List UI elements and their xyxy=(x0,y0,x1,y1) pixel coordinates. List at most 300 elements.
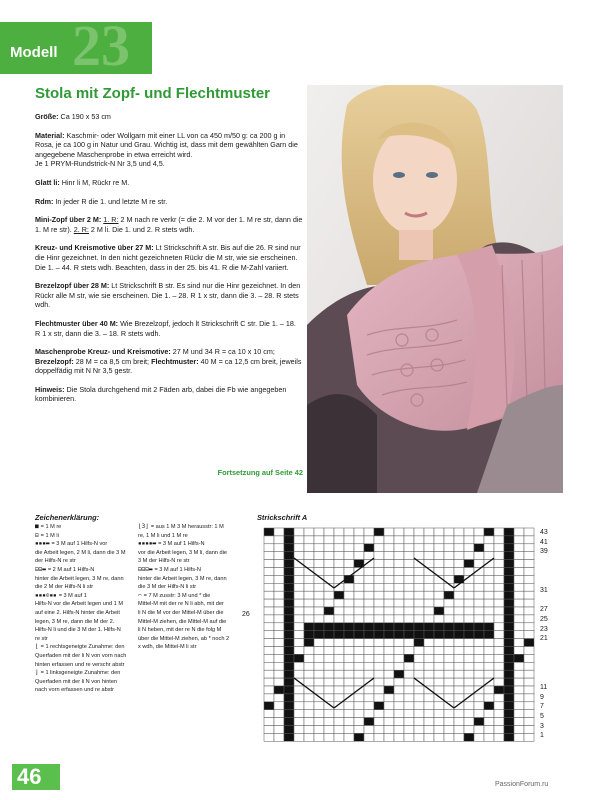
chart-cell xyxy=(294,686,304,694)
chart-cell xyxy=(434,670,444,678)
chart-cell xyxy=(304,552,314,560)
chart-cell xyxy=(304,718,314,726)
chart-cell xyxy=(284,552,294,560)
chart-cell xyxy=(274,686,284,694)
chart-cell xyxy=(284,583,294,591)
chart-cell xyxy=(304,726,314,734)
legend-symbol: ⌒ xyxy=(138,591,142,599)
chart-cell xyxy=(264,670,274,678)
chart-cell xyxy=(334,528,344,536)
chart-cell xyxy=(504,575,514,583)
legend-text: die 2 M der Hilfs-N li str xyxy=(35,584,94,591)
chart-cell xyxy=(294,536,304,544)
legend-text: hinter die Arbeit legen, 3 M re, dann xyxy=(138,575,227,582)
legend-entry xyxy=(138,643,229,652)
chart-cell xyxy=(284,528,294,536)
chart-cell xyxy=(514,694,524,702)
chart-cell xyxy=(364,544,374,552)
chart-cell xyxy=(424,607,434,615)
legend-entry xyxy=(35,652,126,661)
chart-cell xyxy=(304,583,314,591)
chart-cell xyxy=(394,615,404,623)
chart-cell xyxy=(324,528,334,536)
legend-text: hinter die Arbeit legen, 3 M re, dann xyxy=(35,575,124,582)
chart-cell xyxy=(434,599,444,607)
chart-cell xyxy=(294,583,304,591)
chart-cell xyxy=(394,591,404,599)
chart-cell xyxy=(464,694,474,702)
chart-cell xyxy=(264,536,274,544)
chart-cell xyxy=(494,536,504,544)
chart-cell xyxy=(454,654,464,662)
chart-cell xyxy=(414,528,424,536)
chart-cell xyxy=(314,686,324,694)
chart-cell xyxy=(484,623,494,631)
legend-symbol: ⊟⊟▬ xyxy=(35,565,46,573)
chart-cell xyxy=(384,568,394,576)
chart-cell xyxy=(354,702,364,710)
chart-cell xyxy=(424,694,434,702)
chart-cell xyxy=(364,575,374,583)
chart-cell xyxy=(524,568,534,576)
chart-cell xyxy=(464,623,474,631)
legend-text: Querfaden mit der li N von hinten xyxy=(35,678,118,685)
row-number-right: 39 xyxy=(540,548,548,556)
legend-text: re str xyxy=(35,635,48,642)
legend-entry xyxy=(35,600,126,609)
chart-cell xyxy=(334,599,344,607)
chart-cell xyxy=(274,591,284,599)
chart-cell xyxy=(384,702,394,710)
legend-entry xyxy=(138,557,229,566)
chart-cell xyxy=(414,544,424,552)
chart-cell xyxy=(414,615,424,623)
chart-cell xyxy=(364,694,374,702)
chart-cell xyxy=(444,710,454,718)
legend-symbol: ⌋ xyxy=(35,669,39,677)
chart-cell xyxy=(494,639,504,647)
chart-cell xyxy=(494,694,504,702)
chart-cell xyxy=(484,599,494,607)
chart-cell xyxy=(424,710,434,718)
chart-cell xyxy=(494,678,504,686)
chart-cell xyxy=(304,575,314,583)
chart-cell xyxy=(504,694,514,702)
chart-cell xyxy=(374,670,384,678)
chart-cell xyxy=(364,670,374,678)
chart-cell xyxy=(304,710,314,718)
chart-cell xyxy=(464,552,474,560)
legend-entry xyxy=(35,609,126,618)
legend-entry xyxy=(138,549,229,558)
chart-cell xyxy=(394,670,404,678)
chart-cell xyxy=(474,726,484,734)
chart-cell xyxy=(384,560,394,568)
chart-cell xyxy=(354,694,364,702)
chart-cell xyxy=(414,599,424,607)
chart-cell xyxy=(464,662,474,670)
chart-cell xyxy=(494,528,504,536)
chart-cell xyxy=(334,552,344,560)
chart-cell xyxy=(284,599,294,607)
chart-cell xyxy=(474,599,484,607)
legend-text: Mittel-M mit der re N li abh, mit der xyxy=(138,601,224,608)
chart-cell xyxy=(334,544,344,552)
chart-cell xyxy=(324,615,334,623)
chart-cell xyxy=(414,591,424,599)
chart-cell xyxy=(294,607,304,615)
chart-cell xyxy=(484,568,494,576)
chart-cell xyxy=(344,544,354,552)
chart-cell xyxy=(314,718,324,726)
chart-cell xyxy=(524,560,534,568)
chart-cell xyxy=(504,631,514,639)
chart-cell xyxy=(384,662,394,670)
kreuz-paragraph: Kreuz- und Kreismotive über 27 M: Lt Strickschrift A str. Bis auf die 26. R sind nur die Hinr gezeichnet. In den nicht gezeichneten Rückr die M str, wie sie erscheinen. Die 1. – 44. R stets wdh. Beachten, dass in der 25. bis 41. R die M-Zahl variiert. xyxy=(35,243,301,272)
chart-cell xyxy=(514,552,524,560)
chart-cell xyxy=(494,575,504,583)
chart-cell xyxy=(434,710,444,718)
chart-cell xyxy=(514,647,524,655)
chart-cell xyxy=(274,710,284,718)
chart-cell xyxy=(524,528,534,536)
legend-entry xyxy=(35,575,126,584)
legend-entry xyxy=(35,592,126,601)
legend-text: auf eine 2. Hilfs-N hinter die Arbeit xyxy=(35,609,120,616)
chart-cell xyxy=(374,568,384,576)
glatt-paragraph: Glatt li: Hinr li M, Rückr re M. xyxy=(35,177,130,187)
legend-symbol: ▪▪▪▬ xyxy=(35,540,50,548)
chart-cell xyxy=(424,718,434,726)
chart-cell xyxy=(424,647,434,655)
chart-cell xyxy=(474,575,484,583)
chart-cell xyxy=(404,583,414,591)
chart-cell xyxy=(404,560,414,568)
chart-cell xyxy=(294,718,304,726)
chart-cell xyxy=(444,718,454,726)
chart-cell xyxy=(314,662,324,670)
chart-cell xyxy=(454,544,464,552)
chart-cell xyxy=(264,694,274,702)
chart-cell xyxy=(354,726,364,734)
chart-cell xyxy=(484,662,494,670)
chart-cell xyxy=(504,710,514,718)
chart-cell xyxy=(284,639,294,647)
chart-cell xyxy=(494,647,504,655)
chart-cell xyxy=(504,528,514,536)
model-photo xyxy=(307,85,563,493)
chart-cell xyxy=(314,726,324,734)
chart-cell xyxy=(424,615,434,623)
chart-cell xyxy=(424,544,434,552)
chart-cell xyxy=(524,536,534,544)
chart-cell xyxy=(414,631,424,639)
groesse-paragraph: Größe: Ca 190 x 53 cm xyxy=(35,112,111,121)
chart-cell xyxy=(504,560,514,568)
chart-cell xyxy=(504,726,514,734)
legend-text: die 3 M der Hilfs-N li str xyxy=(138,584,197,591)
chart-cell xyxy=(484,670,494,678)
chart-cell xyxy=(454,718,464,726)
chart-cell xyxy=(264,726,274,734)
chart-cell xyxy=(304,702,314,710)
watermark: PassionForum.ru xyxy=(495,781,549,788)
row-number-right: 3 xyxy=(540,722,544,730)
chart-cell xyxy=(394,583,404,591)
chart-cell xyxy=(294,615,304,623)
chart-cell xyxy=(444,678,454,686)
chart-cell xyxy=(474,678,484,686)
chart-cell xyxy=(264,607,274,615)
chart-cell xyxy=(364,726,374,734)
chart-cell xyxy=(514,599,524,607)
chart-cell xyxy=(444,662,454,670)
chart-cell xyxy=(264,686,274,694)
chart-cell xyxy=(494,552,504,560)
chart-cell xyxy=(494,591,504,599)
chart-cell xyxy=(284,560,294,568)
chart-cell xyxy=(334,654,344,662)
legend-symbol: ▪▪▪▪▬ xyxy=(138,540,157,548)
row-number-right: 27 xyxy=(540,606,548,614)
chart-cell xyxy=(434,662,444,670)
legend-entry xyxy=(35,618,126,627)
chart-cell xyxy=(494,544,504,552)
chart-cell xyxy=(474,654,484,662)
chart-cell xyxy=(304,647,314,655)
chart-cell xyxy=(304,631,314,639)
chart-cell xyxy=(514,528,524,536)
instructions-text xyxy=(35,112,303,413)
chart-cell xyxy=(354,591,364,599)
chart-cell xyxy=(494,623,504,631)
chart-cell xyxy=(314,639,324,647)
chart-cell xyxy=(384,694,394,702)
chart-cell xyxy=(284,678,294,686)
chart-cell xyxy=(364,662,374,670)
chart-cell xyxy=(444,647,454,655)
knitting-chart-grid xyxy=(250,522,570,747)
chart-cell xyxy=(274,647,284,655)
chart-cell xyxy=(364,733,374,741)
chart-cell xyxy=(524,575,534,583)
chart-cell xyxy=(384,710,394,718)
legend-entry xyxy=(35,626,126,635)
chart-cell xyxy=(504,599,514,607)
chart-cell xyxy=(314,678,324,686)
chart-cell xyxy=(394,552,404,560)
chart-cell xyxy=(494,568,504,576)
chart-cell xyxy=(264,591,274,599)
flecht-paragraph: Flechtmuster über 40 M: Wie Brezelzopf, jedoch lt Strickschrift C str. Die 1. – 18. R 1 x str, dann die 3. – 18. R stets wdh. xyxy=(35,318,296,338)
chart-cell xyxy=(374,575,384,583)
chart-cell xyxy=(464,528,474,536)
chart-cell xyxy=(374,694,384,702)
chart-cell xyxy=(444,654,454,662)
chart-cell xyxy=(464,639,474,647)
chart-cell xyxy=(524,615,534,623)
chart-cell xyxy=(424,536,434,544)
chart-cell xyxy=(524,654,534,662)
chart-cell xyxy=(314,607,324,615)
chart-cell xyxy=(454,623,464,631)
row-number-right: 43 xyxy=(540,528,548,536)
chart-cell xyxy=(464,544,474,552)
chart-cell xyxy=(344,670,354,678)
chart-cell xyxy=(334,718,344,726)
chart-cell xyxy=(384,686,394,694)
chart-cell xyxy=(424,623,434,631)
chart-cell xyxy=(454,639,464,647)
legend-symbol: ⊟ xyxy=(35,531,39,539)
chart-cell xyxy=(354,670,364,678)
chart-cell xyxy=(424,575,434,583)
chart-cell xyxy=(274,662,284,670)
chart-cell xyxy=(334,560,344,568)
chart-cell xyxy=(444,560,454,568)
chart-cell xyxy=(364,615,374,623)
legend-entry xyxy=(35,557,126,566)
chart-cell xyxy=(274,583,284,591)
chart-cell xyxy=(394,536,404,544)
chart-cell xyxy=(394,607,404,615)
chart-cell xyxy=(294,726,304,734)
chart-cell xyxy=(444,702,454,710)
chart-cell xyxy=(414,662,424,670)
chart-cell xyxy=(434,718,444,726)
legend-text: = 3 M auf 1 Hilfs-N xyxy=(158,541,205,548)
chart-cell xyxy=(404,702,414,710)
chart-cell xyxy=(484,694,494,702)
chart-cell xyxy=(424,654,434,662)
chart-cell xyxy=(514,583,524,591)
legend-text: = 3 M auf 1 Hilfs-N vor xyxy=(51,541,108,548)
legend-text: 3 M der Hilfs-N re str xyxy=(138,558,190,565)
legend-entry xyxy=(35,643,126,652)
chart-cell xyxy=(454,694,464,702)
chart-cell xyxy=(264,528,274,536)
chart-cell xyxy=(314,702,324,710)
chart-cell xyxy=(314,528,324,536)
chart-cell xyxy=(344,726,354,734)
chart-cell xyxy=(364,528,374,536)
chart-cell xyxy=(484,710,494,718)
chart-cell xyxy=(374,639,384,647)
chart-cell xyxy=(344,623,354,631)
chart-cell xyxy=(374,536,384,544)
chart-cell xyxy=(514,662,524,670)
chart-cell xyxy=(494,631,504,639)
chart-cell xyxy=(324,647,334,655)
chart-cell xyxy=(424,670,434,678)
chart-cell xyxy=(354,607,364,615)
chart-cell xyxy=(404,528,414,536)
chart-cell xyxy=(504,654,514,662)
chart-cell xyxy=(364,654,374,662)
chart-cell xyxy=(374,623,384,631)
chart-cell xyxy=(314,631,324,639)
chart-cell xyxy=(484,686,494,694)
chart-cell xyxy=(344,631,354,639)
page-number-badge xyxy=(12,764,60,790)
chart-cell xyxy=(504,686,514,694)
chart-cell xyxy=(334,726,344,734)
chart-cell xyxy=(344,654,354,662)
chart-cell xyxy=(374,528,384,536)
chart-cell xyxy=(394,654,404,662)
chart-cell xyxy=(514,686,524,694)
chart-cell xyxy=(524,583,534,591)
chart-cell xyxy=(324,536,334,544)
chart-cell xyxy=(384,670,394,678)
chart-cell xyxy=(474,623,484,631)
chart-cell xyxy=(404,718,414,726)
chart-cell xyxy=(294,670,304,678)
chart-cell xyxy=(444,631,454,639)
maschenprobe-paragraph: Maschenprobe Kreuz- und Kreismotive: 27 M und 34 R = ca 10 x 10 cm; Brezelzopf: 28 M = ca 8,5 cm breit; Flechtmuster: 40 M = ca 12,5 cm breit, jeweils doppelfädig mit N Nr 3,5 gestr. xyxy=(35,347,302,376)
chart-cell xyxy=(444,544,454,552)
chart-cell xyxy=(324,544,334,552)
chart-cell xyxy=(514,607,524,615)
chart-cell xyxy=(454,733,464,741)
chart-cell xyxy=(304,615,314,623)
chart-cell xyxy=(444,694,454,702)
chart-cell xyxy=(324,599,334,607)
legend-text: über die Mittel-M ziehen, ab * noch 2 xyxy=(138,635,230,642)
chart-cell xyxy=(374,662,384,670)
chart-cell xyxy=(264,718,274,726)
chart-cell xyxy=(264,575,274,583)
chart-cell xyxy=(264,552,274,560)
chart-cell xyxy=(414,639,424,647)
chart-cell xyxy=(394,647,404,655)
chart-cell xyxy=(294,575,304,583)
chart-cell xyxy=(324,710,334,718)
chart-cell xyxy=(364,702,374,710)
chart-cell xyxy=(434,694,444,702)
chart-cell xyxy=(304,670,314,678)
legend-text: Mittel-M ziehen, die Mittel-M auf die xyxy=(138,618,227,625)
chart-cell xyxy=(384,631,394,639)
chart-cell xyxy=(474,615,484,623)
chart-cell xyxy=(484,615,494,623)
chart-cell xyxy=(264,678,274,686)
chart-cell xyxy=(274,575,284,583)
legend-text: nach vorn erfassen und re abstr xyxy=(35,687,114,694)
legend-text: = 3 M auf 1 xyxy=(58,592,87,599)
chart-cell xyxy=(434,591,444,599)
chart-cell xyxy=(344,662,354,670)
chart-cell xyxy=(264,662,274,670)
chart-cell xyxy=(494,733,504,741)
chart-cell xyxy=(284,710,294,718)
chart-cell xyxy=(494,560,504,568)
chart-cell xyxy=(484,607,494,615)
chart-cell xyxy=(514,710,524,718)
chart-cell xyxy=(384,647,394,655)
chart-cell xyxy=(374,647,384,655)
chart-cell xyxy=(334,631,344,639)
minizopf-paragraph: Mini-Zopf über 2 M: 1. R: 2 M nach re verkr (= die 2. M vor der 1. M re str, dann die 1. M re str). 2. R: 2 M li. Die 1. und 2. R stets wdh. xyxy=(35,215,303,234)
chart-cell xyxy=(424,552,434,560)
chart-cell xyxy=(424,702,434,710)
legend-text: x wdh, die Mittel-M li str xyxy=(138,644,197,651)
chart-cell xyxy=(424,591,434,599)
chart-cell xyxy=(494,670,504,678)
legend-title: Zeichenerklärung: xyxy=(35,513,100,522)
chart-cell xyxy=(494,599,504,607)
chart-cell xyxy=(524,702,534,710)
